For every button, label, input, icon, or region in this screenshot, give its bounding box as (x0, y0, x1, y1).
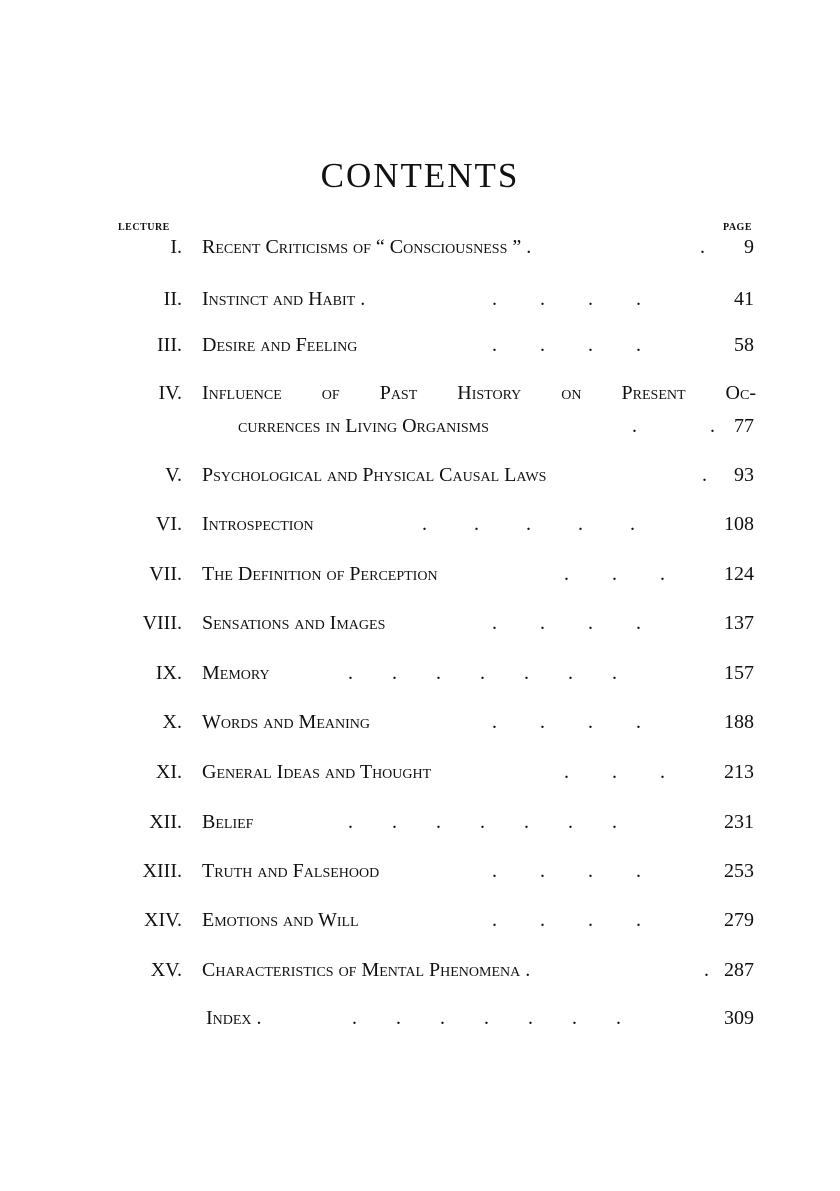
page-number: 9 (744, 236, 754, 258)
page-number: 58 (734, 334, 754, 356)
entry-title: Emotions and Will (202, 909, 359, 931)
dot-leader: . . . . . . . (348, 662, 617, 684)
toc-entry-15 (0, 953, 840, 987)
lecture-number: III. (157, 334, 182, 356)
lecture-number: VII. (149, 563, 182, 585)
page-number: 77 (734, 415, 754, 437)
dot-leader: . . . (564, 761, 665, 783)
toc-entry-8 (0, 606, 840, 640)
dot-leader: . . . . (492, 612, 641, 634)
dot-leader: . (704, 959, 709, 981)
entry-title: Recent Criticisms of “ Consciousness ” . (202, 236, 532, 258)
dot-leader: . . . . (492, 711, 641, 733)
dot-leader: . . (632, 415, 715, 437)
entry-title-continuation: currences in Living Organisms (238, 415, 489, 437)
toc-entry-10 (0, 705, 840, 739)
toc-entry-index (0, 1001, 840, 1035)
lecture-column-header: LECTURE (118, 222, 170, 233)
page-number: 231 (724, 811, 754, 833)
entry-title: Index . (206, 1007, 262, 1029)
entry-title: Desire and Feeling (202, 334, 358, 356)
toc-entry-2 (0, 282, 840, 316)
lecture-number: I. (170, 236, 182, 258)
dot-leader: . . . . . . . (352, 1007, 621, 1029)
entry-title: Instinct and Habit . (202, 288, 366, 310)
lecture-number: XV. (150, 959, 182, 981)
toc-entry-14 (0, 903, 840, 937)
lecture-number: XI. (155, 761, 182, 783)
dot-leader: . (700, 236, 705, 258)
entry-title: Influence of Past History on Present Oc- (202, 382, 756, 404)
dot-leader: . . . . (492, 909, 641, 931)
toc-entry-9 (0, 656, 840, 690)
page-number: 309 (724, 1007, 754, 1029)
toc-entry-6 (0, 507, 840, 541)
page-number: 93 (734, 464, 754, 486)
toc-entry-1 (0, 230, 840, 264)
dot-leader: . . . . (492, 334, 641, 356)
toc-entry-11 (0, 755, 840, 789)
entry-title: Truth and Falsehood (202, 860, 380, 882)
toc-entry-4-continuation (0, 409, 840, 443)
page-number: 137 (724, 612, 754, 634)
page-title: CONTENTS (320, 156, 520, 195)
entry-title: General Ideas and Thought (202, 761, 432, 783)
lecture-number: XIII. (142, 860, 182, 882)
lecture-number: IV. (158, 382, 182, 404)
entry-title: Psychological and Physical Causal Laws (202, 464, 547, 486)
lecture-number: IX. (155, 662, 182, 684)
page-number: 157 (724, 662, 754, 684)
page-number: 124 (724, 563, 754, 585)
toc-entry-7 (0, 557, 840, 591)
page-number: 213 (724, 761, 754, 783)
entry-title: The Definition of Perception (202, 563, 438, 585)
page-column-header: PAGE (722, 222, 752, 233)
entry-title: Introspection (202, 513, 314, 535)
entry-title: Belief (202, 811, 254, 833)
toc-entry-3 (0, 328, 840, 362)
toc-entry-5 (0, 458, 840, 492)
lecture-number: II. (163, 288, 182, 310)
toc-entry-12 (0, 805, 840, 839)
lecture-number: XIV. (144, 909, 182, 931)
page-number: 108 (724, 513, 754, 535)
toc-entry-13 (0, 854, 840, 888)
entry-title: Characteristics of Mental Phenomena . (202, 959, 531, 981)
dot-leader: . . . . (492, 860, 641, 882)
dot-leader: . . . . (492, 288, 641, 310)
lecture-number: VIII. (142, 612, 182, 634)
lecture-number: XII. (149, 811, 182, 833)
entry-title: Words and Meaning (202, 711, 370, 733)
lecture-number: VI. (155, 513, 182, 535)
entry-title: Sensations and Images (202, 612, 386, 634)
dot-leader: . (702, 464, 707, 486)
dot-leader: . . . . . . . (348, 811, 617, 833)
lecture-number: X. (162, 711, 182, 733)
dot-leader: . . . (564, 563, 665, 585)
page-number: 253 (724, 860, 754, 882)
lecture-number: V. (165, 464, 182, 486)
page-number: 188 (724, 711, 754, 733)
page-number: 287 (724, 959, 754, 981)
entry-title: Memory (202, 662, 270, 684)
page-number: 279 (724, 909, 754, 931)
page-number: 41 (734, 288, 754, 310)
toc-entry-4 (0, 376, 840, 410)
dot-leader: . . . . . (422, 513, 635, 535)
